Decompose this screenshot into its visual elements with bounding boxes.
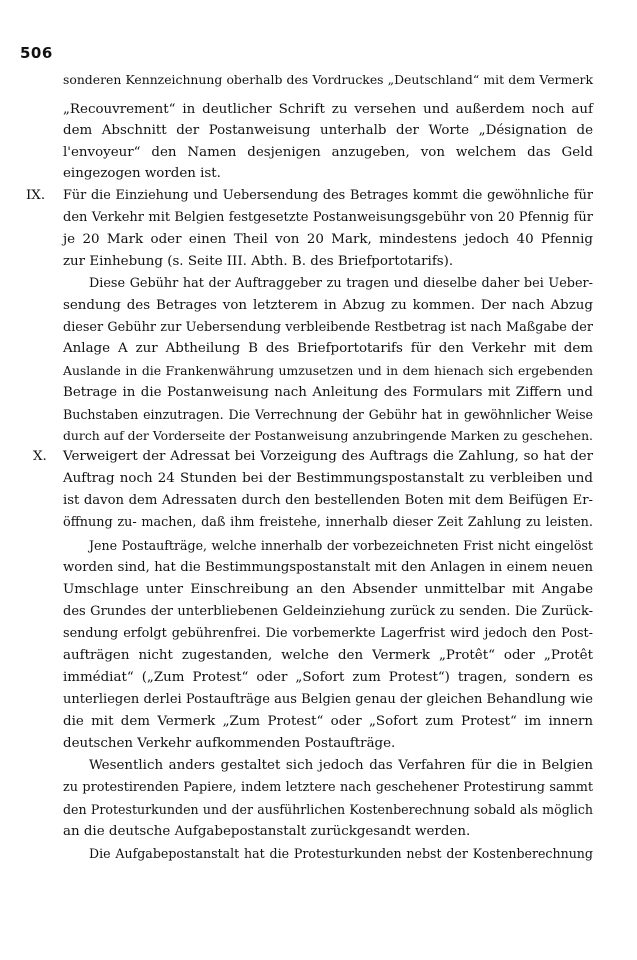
text-line: je 20 Mark oder einen Theil von 20 Mark, mindestens jedoch 40 Pfennig bbox=[63, 232, 593, 247]
text-line: Anlage A zur Abtheilung B des Briefportotarifs für den Verkehr mit dem bbox=[63, 341, 593, 356]
text-line: des Grundes der unterbliebenen Geldeinziehung zurück zu senden. Die Zurück- bbox=[63, 604, 593, 619]
text-line: Auftrag noch 24 Stunden bei der Bestimmungspostanstalt zu verbleiben und bbox=[63, 471, 593, 486]
text-line: Buchstaben einzutragen. Die Verrechnung der Gebühr hat in gewöhnlicher Weise bbox=[63, 407, 593, 422]
text-line: deutschen Verkehr aufkommenden Postaufträge. bbox=[63, 736, 396, 751]
text-line: durch auf der Vorderseite der Postanweisung anzubringende Marken zu geschehen. bbox=[63, 428, 593, 443]
text-line: Für die Einziehung und Uebersendung des Betrages kommt die gewöhnliche für bbox=[63, 188, 593, 203]
section-marker-ix: IX. bbox=[26, 188, 46, 203]
text-line: l'envoyeur“ den Namen desjenigen anzugeben, von welchem das Geld bbox=[63, 145, 593, 160]
text-line: zur Einhebung (s. Seite III. Abth. B. des Briefportotarifs). bbox=[63, 254, 454, 269]
text-line: „Recouvrement“ in deutlicher Schrift zu versehen und außerdem noch auf bbox=[63, 102, 593, 117]
text-line: zu protestirenden Papiere, indem letztere nach geschehener Protestirung sammt bbox=[63, 780, 593, 795]
text-line: sendung des Betrages von letzterem in Abzug zu kommen. Der nach Abzug bbox=[63, 298, 593, 313]
text-line: sendung erfolgt gebührenfrei. Die vorbemerkte Lagerfrist wird jedoch den Post- bbox=[63, 626, 593, 641]
text-line: Die Aufgabepostanstalt hat die Protesturkunden nebst der Kostenberechnung bbox=[89, 846, 593, 861]
text-line: Umschlage unter Einschreibung an den Absender unmittelbar mit Angabe bbox=[63, 582, 593, 597]
text-line: immédiat“ („Zum Protest“ oder „Sofort zum Protest“) tragen, sondern es bbox=[63, 670, 593, 685]
text-line: dem Abschnitt der Postanweisung unterhalb der Worte „Désignation de bbox=[63, 123, 593, 138]
page-number: 506 bbox=[20, 44, 53, 62]
text-line: Betrage in die Postanweisung nach Anleitung des Formulars mit Ziffern und bbox=[63, 385, 593, 400]
text-line: unterliegen derlei Postaufträge aus Belgien genau der gleichen Behandlung wie bbox=[63, 692, 593, 707]
text-line: sonderen Kennzeichnung oberhalb des Vordruckes „Deutschland“ mit dem Vermerk bbox=[63, 72, 593, 87]
text-line: Jene Postaufträge, welche innerhalb der vorbezeichneten Frist nicht eingelöst bbox=[89, 538, 593, 553]
text-line: eingezogen worden ist. bbox=[63, 166, 221, 181]
text-line: dieser Gebühr zur Uebersendung verbleibende Restbetrag ist nach Maßgabe der bbox=[63, 320, 593, 335]
text-line: ist davon dem Adressaten durch den bestellenden Boten mit dem Beifügen Er- bbox=[63, 493, 593, 508]
text-line: worden sind, hat die Bestimmungspostanstalt mit den Anlagen in einem neuen bbox=[63, 560, 593, 575]
text-line: aufträgen nicht zugestanden, welche den Vermerk „Protêt“ oder „Protêt bbox=[63, 648, 593, 663]
text-line: den Verkehr mit Belgien festgesetzte Postanweisungsgebühr von 20 Pfennig für bbox=[63, 210, 593, 225]
text-line: Wesentlich anders gestaltet sich jedoch das Verfahren für die in Belgien bbox=[89, 758, 593, 773]
text-line: Auslande in die Frankenwährung umzusetzen und in dem hienach sich ergebenden bbox=[63, 363, 593, 378]
text-line: öffnung zu- machen, daß ihm freistehe, innerhalb dieser Zeit Zahlung zu leisten. bbox=[63, 515, 593, 530]
text-line: die mit dem Vermerk „Zum Protest“ oder „Sofort zum Protest“ im innern bbox=[63, 714, 593, 729]
text-line: an die deutsche Aufgabepostanstalt zurückgesandt werden. bbox=[63, 824, 471, 839]
text-line: Diese Gebühr hat der Auftraggeber zu tragen und dieselbe daher bei Ueber- bbox=[89, 276, 593, 291]
section-marker-x: X. bbox=[33, 449, 47, 464]
text-line: Verweigert der Adressat bei Vorzeigung des Auftrags die Zahlung, so hat der bbox=[63, 449, 593, 464]
text-line: den Protesturkunden und der ausführlichen Kostenberechnung sobald als möglich bbox=[63, 802, 593, 817]
